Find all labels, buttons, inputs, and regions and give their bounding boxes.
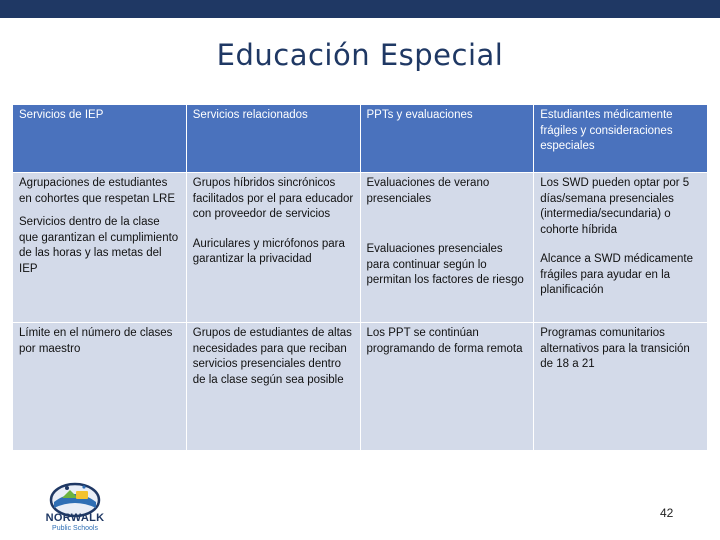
table-cell xyxy=(13,173,187,323)
table-row xyxy=(13,323,708,451)
table-cell xyxy=(186,173,360,323)
logo-name: NORWALK xyxy=(45,512,105,524)
table-cell xyxy=(534,173,708,323)
table-header-row xyxy=(13,105,708,173)
cell-text: Grupos híbridos sincrónicos facilitados por el para educador con proveedor de servicios xyxy=(192,177,354,220)
top-banner-bar xyxy=(0,0,720,18)
table-cell: Grupos de estudiantes de altas necesidades para que reciban servicios presenciales dentro de la clase según sea posible xyxy=(186,323,360,451)
cell-text: Evaluaciones presenciales para continuar según lo permitan los factores de riesgo xyxy=(366,243,524,286)
cell-text: Agrupaciones de estudiantes en cohortes que respetan LRE xyxy=(19,177,175,205)
cell-text: Servicios dentro de la clase que garantizan el cumplimiento de las horas y las metas del IEP xyxy=(19,216,179,275)
table-cell: Límite en el número de clases por maestro xyxy=(13,323,187,451)
page-number: 42 xyxy=(660,506,674,520)
logo-subtitle: Public Schools xyxy=(52,525,98,532)
header-related-services: Servicios relacionados xyxy=(186,105,360,173)
table-cell: Programas comunitarios alternativos para la transición de 18 a 21 xyxy=(534,323,708,451)
table-row xyxy=(13,173,708,323)
cell-text: Alcance a SWD médicamente frágiles para ayudar en la planificación xyxy=(540,253,694,296)
header-iep-services: Servicios de IEP xyxy=(13,105,187,173)
header-ppts-evaluations: PPTs y evaluaciones xyxy=(360,105,534,173)
table-cell: Los PPT se continúan programando de forma remota xyxy=(360,323,534,451)
cell-text: Evaluaciones de verano presenciales xyxy=(366,177,490,205)
cell-text: Los SWD pueden optar por 5 días/semana presenciales (intermedia/secundaria) o cohorte híbrida xyxy=(540,177,690,236)
table-cell xyxy=(360,173,534,323)
slide-title: Educación Especial xyxy=(216,38,504,72)
cell-text: Auriculares y micrófonos para garantizar la privacidad xyxy=(192,237,345,265)
services-table xyxy=(12,104,708,451)
header-medically-fragile: Estudiantes médicamente frágiles y consideraciones especiales xyxy=(534,105,708,173)
